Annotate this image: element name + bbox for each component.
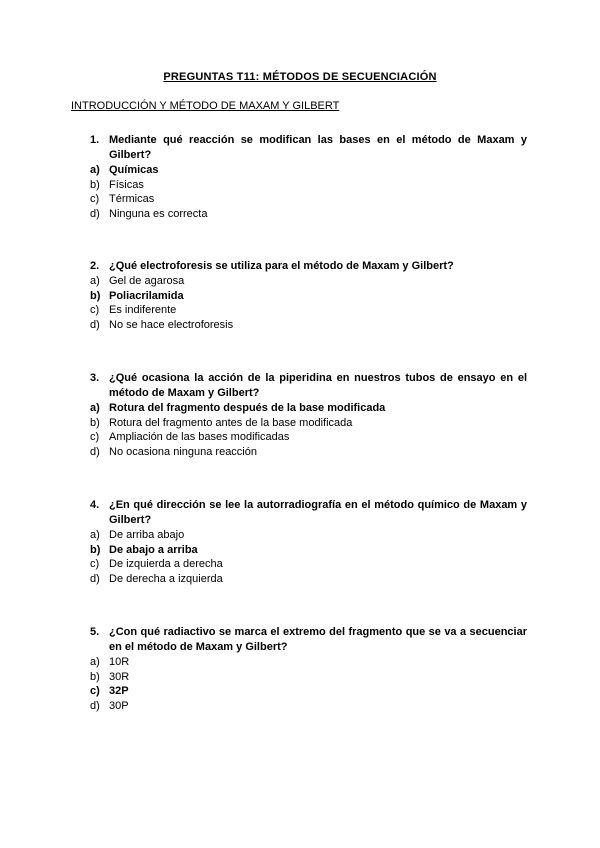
option-text: No ocasiona ninguna reacción <box>109 445 257 458</box>
option-letter: a) <box>90 275 100 287</box>
answer-option-c <box>90 684 527 699</box>
option-text: Térmicas <box>109 193 155 205</box>
option-letter: b) <box>90 670 100 683</box>
option-letter: d) <box>90 207 100 220</box>
answer-option-c <box>90 430 527 445</box>
option-letter: c) <box>90 685 100 697</box>
answer-option-d <box>90 318 527 333</box>
answer-options <box>90 274 527 332</box>
question-stem <box>90 371 527 401</box>
option-letter: c) <box>90 193 100 205</box>
question-text: ¿Con qué radiactivo se marca el extremo del fragmento que se va a secuenciar en el método de Maxam y Gilbert? <box>109 626 527 653</box>
question-stem <box>90 625 527 655</box>
answer-option-b <box>90 670 527 685</box>
question-number: 2. <box>90 260 100 272</box>
question-5 <box>90 625 527 713</box>
option-letter: b) <box>90 416 100 429</box>
question-4 <box>90 498 527 586</box>
answer-option-b <box>90 543 527 558</box>
question-2 <box>90 259 527 332</box>
question-number: 3. <box>90 372 100 384</box>
answer-option-d <box>90 207 527 222</box>
answer-option-c <box>90 557 527 572</box>
question-text: ¿Qué ocasiona la acción de la piperidina en nuestros tubos de ensayo en el método de Maxam y Gilbert? <box>109 372 527 399</box>
document-title: PREGUNTAS T11: MÉTODOS DE SECUENCIACIÓN <box>163 71 437 83</box>
option-text: Físicas <box>109 178 144 191</box>
option-text: 30P <box>109 699 129 712</box>
answer-option-d <box>90 572 527 587</box>
question-number: 4. <box>90 499 100 511</box>
question-stem <box>90 259 527 274</box>
option-text: 10R <box>109 656 130 668</box>
answer-option-a <box>90 401 527 416</box>
option-letter: a) <box>90 529 100 541</box>
answer-options <box>90 401 527 459</box>
option-text: No se hace electroforesis <box>109 318 234 331</box>
question-text: ¿En qué dirección se lee la autorradiografía en el método químico de Maxam y Gilbert? <box>109 499 527 526</box>
option-text: De derecha a izquierda <box>109 572 223 585</box>
answer-option-d <box>90 445 527 460</box>
option-letter: d) <box>90 699 100 712</box>
option-letter: b) <box>90 543 101 556</box>
option-text: Rotura del fragmento antes de la base modificada <box>109 416 353 429</box>
option-letter: c) <box>90 558 100 570</box>
answer-option-a <box>90 528 527 543</box>
answer-option-c <box>90 192 527 207</box>
question-1 <box>90 133 527 221</box>
option-letter: a) <box>90 656 100 668</box>
option-text: De abajo a arriba <box>109 543 198 556</box>
option-text: Es indiferente <box>109 304 177 316</box>
option-text: 30R <box>109 670 130 683</box>
question-number: 5. <box>90 626 100 638</box>
answer-option-a <box>90 274 527 289</box>
option-letter: a) <box>90 402 100 414</box>
option-text: Gel de agarosa <box>109 275 185 287</box>
option-letter: d) <box>90 572 100 585</box>
option-text: De izquierda a derecha <box>109 558 223 570</box>
option-text: Poliacrilamida <box>109 289 184 302</box>
answer-option-b <box>90 289 527 304</box>
option-letter: d) <box>90 445 100 458</box>
answer-option-b <box>90 416 527 431</box>
answer-options <box>90 528 527 586</box>
answer-options <box>90 655 527 713</box>
question-text: Mediante qué reacción se modifican las bases en el método de Maxam y Gilbert? <box>109 134 527 161</box>
answer-option-c <box>90 303 527 318</box>
option-letter: a) <box>90 164 100 176</box>
question-3 <box>90 371 527 459</box>
question-text: ¿Qué electroforesis se utiliza para el método de Maxam y Gilbert? <box>109 260 454 272</box>
option-letter: d) <box>90 318 100 331</box>
section-heading: INTRODUCCIÓN Y MÉTODO DE MAXAM Y GILBERT <box>71 100 340 112</box>
option-text: Químicas <box>109 164 159 176</box>
answer-options <box>90 163 527 221</box>
answer-option-a <box>90 163 527 178</box>
question-stem <box>90 133 527 163</box>
option-text: Ninguna es correcta <box>109 207 208 220</box>
option-letter: b) <box>90 178 100 191</box>
option-text: Ampliación de las bases modificadas <box>109 431 290 443</box>
question-stem <box>90 498 527 528</box>
answer-option-b <box>90 178 527 193</box>
option-letter: c) <box>90 431 100 443</box>
option-letter: c) <box>90 304 100 316</box>
answer-option-a <box>90 655 527 670</box>
question-number: 1. <box>90 134 100 146</box>
option-text: Rotura del fragmento después de la base modificada <box>109 402 386 414</box>
answer-option-d <box>90 699 527 714</box>
option-letter: b) <box>90 289 101 302</box>
option-text: De arriba abajo <box>109 529 185 541</box>
option-text: 32P <box>109 685 129 697</box>
